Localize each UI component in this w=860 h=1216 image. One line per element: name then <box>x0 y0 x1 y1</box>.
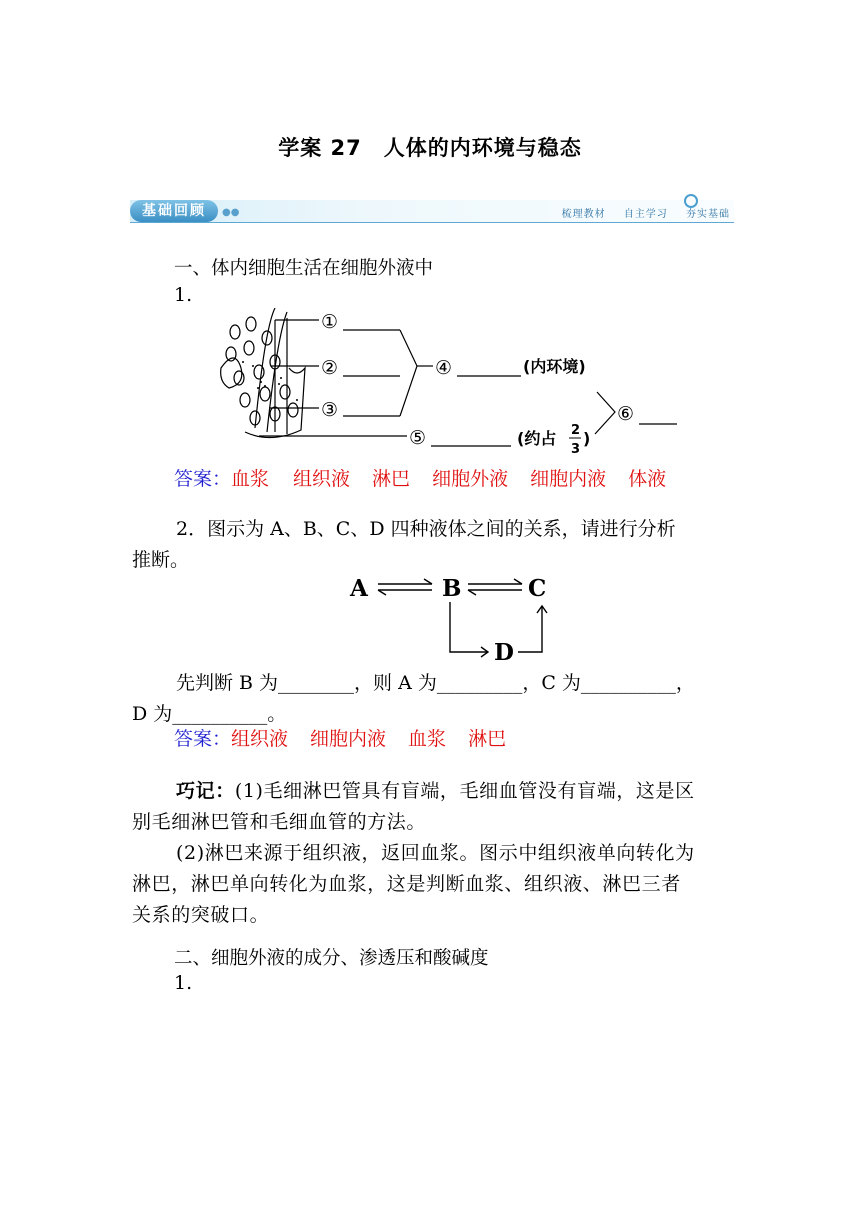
node-a: A <box>350 575 368 602</box>
answer-1-item: 血浆 <box>231 468 270 490</box>
label-close-paren: ) <box>583 429 591 448</box>
tip-label: 巧记： <box>176 780 235 802</box>
banner-dots-icon: ●● <box>222 207 240 218</box>
tip-line-5: 关系的突破口。 <box>132 904 270 926</box>
answer-label: 答案： <box>174 468 232 490</box>
answer-2-item: 淋巴 <box>468 728 507 750</box>
answer-2-item: 组织液 <box>231 728 289 750</box>
section2-heading: 二、细胞外液的成分、渗透压和酸碱度 <box>174 948 489 969</box>
section1-heading: 一、体内细胞生活在细胞外液中 <box>174 258 434 279</box>
answer-label: 答案： <box>174 728 232 750</box>
fluid-relation-diagram <box>348 572 558 668</box>
fraction-denominator: 3 <box>571 442 581 457</box>
tip-line-4: 淋巴，淋巴单向转化为血浆，这是判断血浆、组织液、淋巴三者 <box>132 873 681 895</box>
label-approx: (约占 <box>517 429 557 448</box>
body-fluid-diagram <box>215 308 695 460</box>
section-banner <box>130 196 734 224</box>
answer-1-item: 组织液 <box>293 468 351 490</box>
answer-1-item: 细胞内液 <box>530 468 607 490</box>
node-c: C <box>528 575 547 602</box>
answer-1-item: 淋巴 <box>372 468 411 490</box>
tip-block <box>132 776 732 931</box>
label-6: ⑥ <box>617 403 635 425</box>
fraction-numerator: 2 <box>571 423 581 438</box>
label-5: ⑤ <box>409 427 427 449</box>
section1-q1-number: 1. <box>174 284 193 306</box>
banner-tag-3: 夯实基础 <box>686 209 730 220</box>
q2-fill-line-2: D 为__________。 <box>132 703 287 725</box>
answer-2-item: 细胞内液 <box>310 728 387 750</box>
page-title: 学案 27 人体的内环境与稳态 <box>278 136 582 160</box>
label-4: ④ <box>435 357 453 379</box>
banner-label: 基础回顾 <box>130 200 218 222</box>
banner-right-text <box>548 205 730 220</box>
section2-q1-number: 1. <box>174 972 193 994</box>
tip-line-1: 巧记：(1)毛细淋巴管具有盲端，毛细血管没有盲端，这是区 <box>176 780 695 802</box>
tip-line-3: (2)淋巴来源于组织液，返回血浆。图示中组织液单向转化为 <box>176 842 695 864</box>
answer-1-item: 细胞外液 <box>432 468 509 490</box>
q2-line-1: 2．图示为 A、B、C、D 四种液体之间的关系，请进行分析 <box>176 518 676 540</box>
answer-1 <box>174 464 666 491</box>
node-d: D <box>494 639 514 666</box>
label-3: ③ <box>321 399 339 421</box>
tissue-illustration <box>221 308 305 438</box>
answer-1-item: 体液 <box>628 468 667 490</box>
q2-fill <box>132 668 732 730</box>
banner-tag-1: 梳理教材 <box>561 209 606 220</box>
banner-tag-2: 自主学习 <box>623 209 668 220</box>
label-internal-env: (内环境) <box>523 357 586 376</box>
node-b: B <box>442 575 462 602</box>
answer-2 <box>174 724 506 751</box>
label-1: ① <box>321 311 339 333</box>
answer-2-item: 血浆 <box>408 728 447 750</box>
q2-text <box>132 514 732 576</box>
label-2: ② <box>321 357 339 379</box>
q2-fill-line-1: 先判断 B 为________，则 A 为_________，C 为__________， <box>176 672 695 694</box>
q2-line-2: 推断。 <box>132 549 190 571</box>
tip-line-2: 别毛细淋巴管和毛细血管的方法。 <box>132 811 427 833</box>
